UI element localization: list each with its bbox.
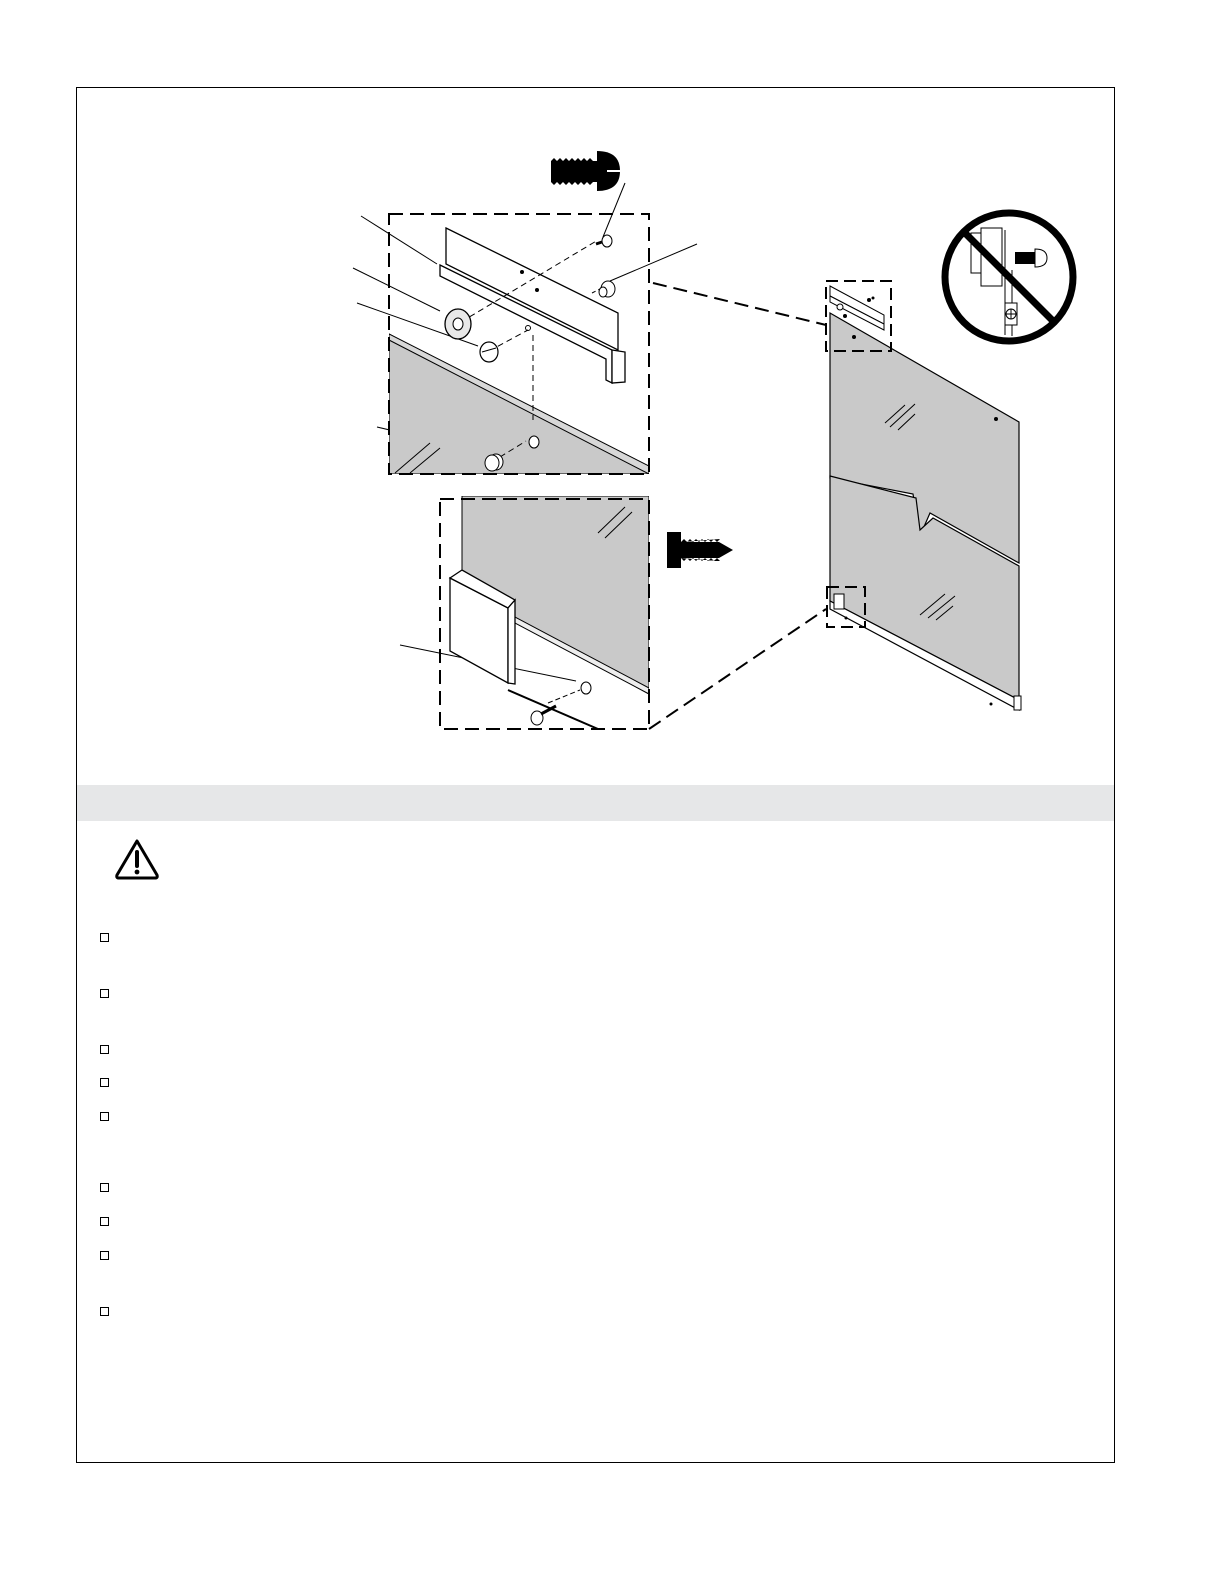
no-screw-prohibited-icon	[945, 213, 1073, 341]
checklist-item	[100, 1043, 125, 1054]
bottom-detail-box	[440, 496, 649, 729]
checkbox[interactable]	[100, 1112, 109, 1121]
checklist-item	[100, 1249, 125, 1260]
checklist-item	[100, 1076, 125, 1087]
glass-panel-overview	[826, 281, 1021, 710]
checkbox[interactable]	[100, 1183, 109, 1192]
warning-triangle-icon	[114, 838, 160, 880]
checklist-item	[100, 931, 125, 942]
checklist-item	[100, 1215, 125, 1226]
assembly-illustration	[0, 0, 1225, 790]
top-detail-box	[389, 214, 649, 474]
checklist-item	[100, 1305, 125, 1316]
wood-screw-icon	[667, 532, 733, 568]
checklist-item	[100, 987, 125, 998]
section-heading-band	[77, 785, 1114, 821]
checkbox[interactable]	[100, 1307, 109, 1316]
checklist-item	[100, 1181, 125, 1192]
checkbox[interactable]	[100, 1251, 109, 1260]
checkbox[interactable]	[100, 1045, 109, 1054]
checkbox[interactable]	[100, 1078, 109, 1087]
checkbox[interactable]	[100, 989, 109, 998]
checkbox[interactable]	[100, 933, 109, 942]
checklist-item	[100, 1110, 125, 1121]
checkbox[interactable]	[100, 1217, 109, 1226]
machine-screw-icon	[551, 151, 620, 191]
